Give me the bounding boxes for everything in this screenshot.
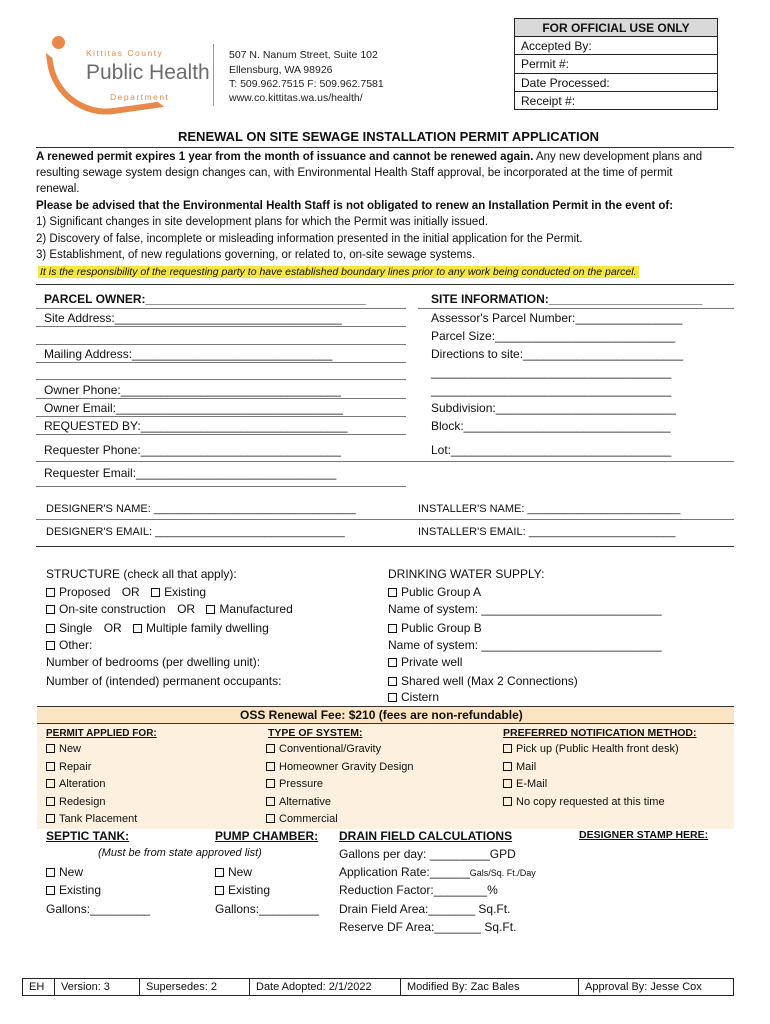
septic-new — [46, 865, 83, 879]
drain-gallons-field[interactable]: Gallons per day: _________GPD — [339, 847, 516, 861]
permit-tank-label: Tank Placement — [59, 813, 138, 825]
intro-rule — [36, 284, 734, 285]
multiple-label: Multiple family dwelling — [146, 621, 269, 635]
rule — [36, 379, 406, 380]
permit-repair-label: Repair — [59, 761, 92, 773]
fee-title: OSS Renewal Fee: $210 (fees are non-refundable) — [240, 708, 523, 722]
rule — [36, 326, 406, 327]
or-label: OR — [121, 585, 140, 599]
site-info-field[interactable]: SITE INFORMATION:_______________________ — [431, 292, 703, 306]
rule — [36, 461, 734, 462]
requester-phone-field[interactable]: Requester Phone:______________________________ — [44, 443, 341, 457]
site-address-field[interactable]: Site Address:__________________________________ — [44, 311, 342, 325]
structure-row4 — [46, 638, 92, 652]
drain-area-field[interactable]: Drain Field Area:_______ Sq.Ft. — [339, 902, 511, 916]
pump-new — [215, 865, 252, 879]
rule — [36, 344, 406, 345]
pump-existing — [215, 883, 270, 897]
designer-stamp-label: DESIGNER STAMP HERE: — [579, 829, 709, 841]
footer-modified: Modified By: Zac Bales — [401, 979, 579, 995]
logo-dept: Department — [110, 92, 170, 102]
type-pressure-checkbox[interactable] — [266, 779, 275, 788]
septic-existing — [46, 883, 101, 897]
footer-table — [22, 978, 734, 996]
owner-phone-field[interactable]: Owner Phone:_________________________________ — [44, 383, 341, 397]
or-label: OR — [177, 602, 196, 616]
address-line1: 507 N. Nanum Street, Suite 102 — [229, 49, 378, 61]
type-homeowner-checkbox[interactable] — [266, 762, 275, 771]
permit-repair-checkbox[interactable] — [46, 762, 55, 771]
permit-new-label: New — [59, 743, 82, 755]
intro-line2: resulting sewage system design changes can, with Environmental Health Staff approval, be incorporated at the time of permit — [36, 167, 673, 179]
pump-new-label: New — [228, 865, 253, 879]
notify-pickup-checkbox[interactable] — [503, 744, 512, 753]
intro-item2: 2) Discovery of false, incomplete or misleading information presented in the initial application for the Permit. — [36, 233, 583, 245]
directions-field[interactable]: Directions to site:________________________ — [431, 347, 684, 361]
pump-existing-label: Existing — [228, 883, 271, 897]
drain-reduction-field[interactable]: Reduction Factor:________% — [339, 883, 498, 897]
notify-pickup-label: Pick up (Public Health front desk) — [516, 743, 679, 755]
type-commercial — [266, 813, 338, 825]
septic-note: (Must be from state approved list) — [98, 847, 262, 859]
notify-no-copy — [503, 796, 665, 808]
subdivision-field[interactable]: Subdivision:___________________________ — [431, 401, 676, 415]
private-label: Private well — [401, 655, 463, 669]
designer-name-field[interactable]: DESIGNER'S NAME: _________________________________ — [46, 503, 356, 515]
official-date-processed[interactable]: Date Processed: — [515, 74, 717, 92]
intro-notice: It is the responsibility of the requesting party to have established boundary lines prior to any work being conducted on the parcel. — [40, 266, 637, 278]
notify-mail — [503, 761, 536, 773]
pump-title: PUMP CHAMBER: — [215, 829, 319, 843]
intro-line3: renewal. — [36, 183, 80, 195]
single-checkbox[interactable] — [46, 624, 55, 633]
page-title: RENEWAL ON SITE SEWAGE INSTALLATION PERMIT APPLICATION — [178, 129, 600, 144]
mailing-address-field[interactable]: Mailing Address:______________________________ — [44, 347, 333, 361]
owner-email-field[interactable]: Owner Email:__________________________________ — [44, 401, 343, 415]
requested-by-field[interactable]: REQUESTED BY:_______________________________ — [44, 419, 348, 433]
drain-title: DRAIN FIELD CALCULATIONS — [339, 829, 513, 843]
footer-adopted: Date Adopted: 2/1/2022 — [250, 979, 401, 995]
logo-name: Public Health — [86, 61, 210, 84]
type-pressure — [266, 778, 323, 790]
proposed-label: Proposed — [59, 585, 111, 599]
intro-item1: 1) Significant changes in site development plans for which the Permit was initially issued. — [36, 216, 488, 228]
group-a-checkbox[interactable] — [388, 588, 397, 597]
permit-new-checkbox[interactable] — [46, 744, 55, 753]
structure-title: STRUCTURE (check all that apply): — [46, 567, 237, 581]
address-line2: Ellensburg, WA 98926 — [229, 64, 333, 76]
rule — [36, 398, 406, 399]
notify-mail-label: Mail — [516, 761, 537, 773]
single-label: Single — [59, 621, 93, 635]
notify-email — [503, 778, 547, 790]
type-commercial-checkbox[interactable] — [266, 814, 275, 823]
rule — [418, 308, 734, 309]
footer-approval: Approval By: Jesse Cox — [585, 981, 702, 993]
shared-checkbox[interactable] — [388, 677, 397, 686]
type-conventional-checkbox[interactable] — [266, 744, 275, 753]
structure-row2 — [46, 602, 293, 616]
pump-new-checkbox[interactable] — [215, 868, 224, 877]
type-homeowner-label: Homeowner Gravity Design — [279, 761, 414, 773]
rule — [36, 308, 406, 309]
water-cistern — [388, 690, 439, 704]
type-alternative-label: Alternative — [279, 796, 331, 808]
water-group-b — [388, 621, 482, 635]
permit-redesign-label: Redesign — [59, 796, 106, 808]
group-a-label: Public Group A — [401, 585, 482, 599]
rule — [36, 416, 406, 417]
designer-email-field[interactable]: DESIGNER'S EMAIL: _______________________________ — [46, 526, 345, 538]
other-label: Other: — [59, 638, 93, 652]
directions-blank2[interactable]: ____________________________________ — [431, 383, 672, 397]
intro-rest1: Any new development plans and — [533, 151, 703, 163]
address-line4: www.co.kittitas.wa.us/health/ — [229, 92, 363, 104]
footer-supersedes: Supersedes: 2 — [140, 979, 250, 995]
type-conventional — [266, 743, 381, 755]
structure-row1 — [46, 585, 206, 599]
official-title: FOR OFFICIAL USE ONLY — [515, 19, 717, 37]
footer-version: Version: 3 — [55, 979, 140, 995]
water-shared — [388, 674, 578, 688]
or-label: OR — [103, 621, 122, 635]
address-line3: T: 509.962.7515 F: 509.962.7581 — [229, 78, 384, 90]
logo-dot-icon — [52, 36, 65, 49]
permit-redesign — [46, 796, 105, 808]
rule — [36, 362, 406, 363]
notify-mail-checkbox[interactable] — [503, 762, 512, 771]
occupants-field[interactable]: Number of (intended) permanent occupants: — [46, 674, 282, 688]
notification-title: PREFERRED NOTIFICATION METHOD: — [503, 727, 697, 739]
water-title: DRINKING WATER SUPPLY: — [388, 567, 545, 581]
rule — [36, 486, 406, 487]
logo-county: Kittitas County — [86, 48, 164, 58]
shared-label: Shared well (Max 2 Connections) — [401, 674, 578, 688]
type-pressure-label: Pressure — [279, 778, 324, 790]
septic-new-checkbox[interactable] — [46, 868, 55, 877]
type-system-title: TYPE OF SYSTEM: — [268, 727, 363, 739]
lot-field[interactable]: Lot:_________________________________ — [431, 443, 672, 457]
septic-gallons-field[interactable]: Gallons:_________ — [46, 902, 151, 916]
septic-existing-checkbox[interactable] — [46, 886, 55, 895]
cistern-label: Cistern — [401, 690, 440, 704]
rule — [36, 546, 734, 547]
permit-tank-placement — [46, 813, 137, 825]
existing-checkbox[interactable] — [151, 588, 160, 597]
water-name-b-field[interactable]: Name of system: ___________________________ — [388, 638, 662, 652]
type-commercial-label: Commercial — [279, 813, 338, 825]
title-rule — [36, 147, 734, 148]
septic-title: SEPTIC TANK: — [46, 829, 130, 843]
permit-alteration-checkbox[interactable] — [46, 779, 55, 788]
permit-applied-title: PERMIT APPLIED FOR: — [46, 728, 157, 739]
other-checkbox[interactable] — [46, 641, 55, 650]
notify-email-checkbox[interactable] — [503, 779, 512, 788]
directions-blank1[interactable]: ____________________________________ — [431, 365, 672, 379]
notify-email-label: E-Mail — [516, 778, 548, 790]
multiple-checkbox[interactable] — [133, 624, 142, 633]
parcel-size-field[interactable]: Parcel Size:___________________________ — [431, 329, 676, 343]
fee-body — [37, 724, 734, 829]
water-private — [388, 655, 462, 669]
permit-new — [46, 743, 81, 755]
manufactured-label: Manufactured — [219, 602, 293, 616]
septic-new-label: New — [59, 865, 84, 879]
permit-alteration — [46, 778, 105, 790]
assessor-parcel-field[interactable]: Assessor's Parcel Number:________________ — [431, 311, 683, 325]
cistern-checkbox[interactable] — [388, 693, 397, 702]
type-conventional-label: Conventional/Gravity — [279, 743, 382, 755]
pump-existing-checkbox[interactable] — [215, 886, 224, 895]
header-divider — [213, 44, 214, 106]
septic-existing-label: Existing — [59, 883, 102, 897]
water-name-a-field[interactable]: Name of system: ___________________________ — [388, 602, 662, 616]
onsite-label: On-site construction — [59, 602, 166, 616]
type-homeowner — [266, 761, 414, 773]
private-checkbox[interactable] — [388, 658, 397, 667]
footer-eh: EH — [23, 979, 55, 995]
installer-email-field[interactable]: INSTALLER'S EMAIL: ________________________ — [418, 526, 676, 538]
permit-tank-checkbox[interactable] — [46, 814, 55, 823]
requester-email-field[interactable]: Requester Email:______________________________ — [44, 466, 337, 480]
notify-no-copy-label: No copy requested at this time — [516, 796, 665, 808]
intro-advised: Please be advised that the Environmental Health Staff is not obligated to renew an Installation Permit in the event of: — [36, 200, 674, 212]
group-b-checkbox[interactable] — [388, 624, 397, 633]
notify-pickup — [503, 743, 679, 755]
permit-repair — [46, 761, 91, 773]
bedrooms-field[interactable]: Number of bedrooms (per dwelling unit): — [46, 655, 261, 669]
notify-no-copy-checkbox[interactable] — [503, 797, 512, 806]
rule — [36, 519, 734, 520]
official-accepted-by[interactable]: Accepted By: — [515, 37, 717, 55]
pump-gallons-field[interactable]: Gallons:_________ — [215, 902, 320, 916]
onsite-checkbox[interactable] — [46, 605, 55, 614]
drain-rate-unit: Gals/Sq. Ft./Day — [469, 868, 536, 878]
intro-item3: 3) Establishment, of new regulations governing, or related to, on-site sewage systems. — [36, 249, 476, 261]
proposed-checkbox[interactable] — [46, 588, 55, 597]
type-alternative — [266, 796, 331, 808]
permit-alteration-label: Alteration — [59, 778, 106, 790]
existing-label: Existing — [164, 585, 207, 599]
type-alternative-checkbox[interactable] — [266, 797, 275, 806]
water-group-a — [388, 585, 481, 599]
intro-line1 — [36, 151, 702, 163]
permit-redesign-checkbox[interactable] — [46, 797, 55, 806]
drain-rate-label: Application Rate:______ — [339, 865, 470, 879]
official-permit-number[interactable]: Permit #: — [515, 55, 717, 73]
installer-name-field[interactable]: INSTALLER'S NAME: _________________________ — [418, 503, 681, 515]
manufactured-checkbox[interactable] — [206, 605, 215, 614]
structure-row3 — [46, 621, 269, 635]
drain-reserve-field[interactable]: Reserve DF Area:_______ Sq.Ft. — [339, 920, 517, 934]
parcel-owner-field[interactable]: PARCEL OWNER:_________________________________ — [44, 292, 366, 306]
block-field[interactable]: Block:_______________________________ — [431, 419, 671, 433]
intro-bold1: A renewed permit expires 1 year from the month of issuance and cannot be renewed again. — [36, 151, 534, 163]
rule — [36, 434, 406, 435]
official-use-box — [514, 18, 718, 110]
group-b-label: Public Group B — [401, 621, 482, 635]
drain-rate-field[interactable] — [339, 865, 536, 879]
official-receipt-number[interactable]: Receipt #: — [521, 93, 576, 108]
